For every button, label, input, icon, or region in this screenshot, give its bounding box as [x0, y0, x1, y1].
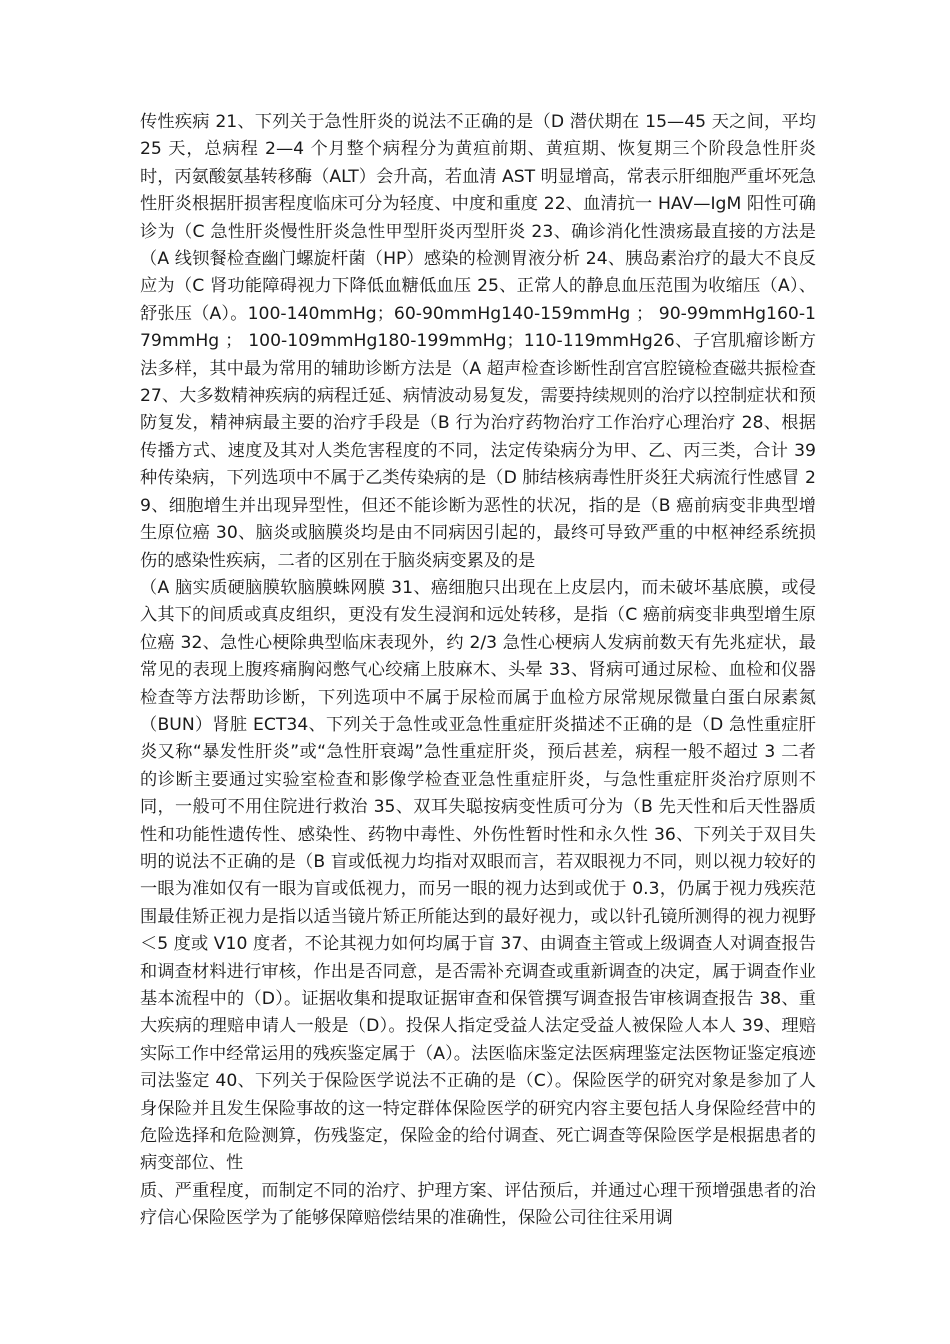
paragraph-2: （A 脑实质硬脑膜软脑膜蛛网膜 31、癌细胞只出现在上皮层内，而未破坏基底膜，或侵入其下的间质或真皮组织，更没有发生浸润和远处转移，是指（C 癌前病变非典型增生原位癌 32、急性心梗除典型临床表现外，约 2/3 急性心梗病人发病前数天有先兆症状，最常见的表现上腹疼痛胸闷憋气心绞痛上肢麻木、头晕 33、肾病可通过尿检、血检和仪器检查等方法帮助诊断，下列选项中不属于尿检而属于血检方尿常规尿微量白蛋白尿素氮（BUN）肾脏 ECT34、下列关于急性或亚急性重症肝炎描述不正确的是（D 急性重症肝炎又称“暴发性肝炎”或“急性肝衰竭”急性重症肝炎，预后甚差，病程一般不超过 3 二者的诊断主要通过实验室检查和影像学检查亚急性重症肝炎，与急性重症肝炎治疗原则不同，一般可不用住院进行救治 35、双耳失聪按病变性质可分为（B 先天性和后天性器质性和功能性遗传性、感染性、药物中毒性、外伤性暂时性和永久性 36、下列关于双目失明的说法不正确的是（B 盲或低视力均指对双眼而言，若双眼视力不同，则以视力较好的一眼为准如仅有一眼为盲或低视力，而另一眼的视力达到或优于 0.3，仍属于视力残疾范围最佳矫正视力是指以适当镜片矫正所能达到的最好视力，或以针孔镜所测得的视力视野＜5 度或 V10 度者，不论其视力如何均属于盲 37、由调查主管或上级调查人对调查报告和调查材料进行审核，作出是否同意，是否需补充调查或重新调查的决定，属于调查作业基本流程中的（D）。证据收集和提取证据审查和保管撰写调查报告审核调查报告 38、重大疾病的理赔申请人一般是（D）。投保人指定受益人法定受益人被保险人本人 39、理赔实际工作中经常运用的残疾鉴定属于（A）。法医临床鉴定法医病理鉴定法医物证鉴定痕迹司法鉴定 40、下列关于保险医学说法不正确的是（C）。保险医学的研究对象是参加了人身保险并且发生保险事故的这一特定群体保险医学的研究内容主要包括人身保险经营中的危险选择和危险测算，伤残鉴定，保险金的给付调查、死亡调查等保险医学是根据患者的病变部位、性 — [140, 577, 816, 1174]
paragraph-3: 质、严重程度，而制定不同的治疗、护理方案、评估预后，并通过心理干预增强患者的治疗信心保险医学为了能够保障赔偿结果的准确性，保险公司往往采用调 — [140, 1180, 816, 1229]
document-body — [140, 109, 816, 1233]
paragraph-1: 传性疾病 21、下列关于急性肝炎的说法不正确的是（D 潜伏期在 15—45 天之间，平均 25 天，总病程 2—4 个月整个病程分为黄疸前期、黄疸期、恢复期三个阶段急性肝炎时，丙氨酸氨基转移酶（ALT）会升高，若血清 AST 明显增高，常表示肝细胞严重坏死急性肝炎根据肝损害程度临床可分为轻度、中度和重度 22、血清抗一 HAV—IgM 阳性可确诊为（C 急性肝炎慢性肝炎急性甲型肝炎丙型肝炎 23、确诊消化性溃疡最直接的方法是（A 线钡餐检查幽门螺旋杆菌（HP）感染的检测胃液分析 24、胰岛素治疗的最大不良反应为（C 肾功能障碍视力下降低血糖低血压 25、正常人的静息血压范围为收缩压（A）、舒张压（A）。100-140mmHg；60-90mmHg140-159mmHg ； 90-99mmHg160-179mmHg ； 100-109mmHg180-199mmHg；110-119mmHg26、子宫肌瘤诊断方法多样，其中最为常用的辅助诊断方法是（A 超声检查诊断性刮宫宫腔镜检查磁共振检查 27、大多数精神疾病的病程迁延、病情波动易复发，需要持续规则的治疗以控制症状和预防复发，精神病最主要的治疗手段是（B 行为治疗药物治疗工作治疗心理治疗 28、根据传播方式、速度及其对人类危害程度的不同，法定传染病分为甲、乙、丙三类，合计 39 种传染病，下列选项中不属于乙类传染病的是（D 肺结核病毒性肝炎狂犬病流行性感冒 29、细胞增生并出现异型性，但还不能诊断为恶性的状况，指的是（B 癌前病变非典型增生原位癌 30、脑炎或脑膜炎均是由不同病因引起的，最终可导致严重的中枢神经系统损伤的感染性疾病，二者的区别在于脑炎病变累及的是 — [140, 112, 816, 571]
